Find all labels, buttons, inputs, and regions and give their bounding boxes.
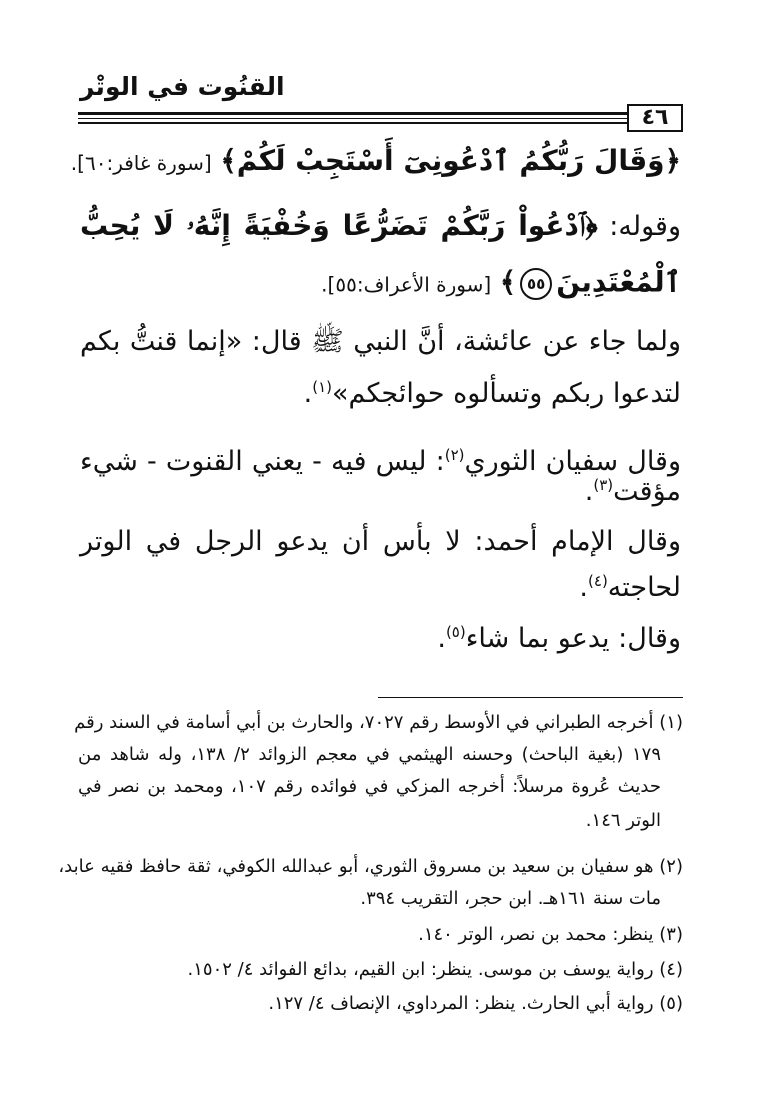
footnote-1: (١) أخرجه الطبراني في الأوسط رقم ٧٠٢٧، والحارث بن أبي أسامة في السند رقم [74, 712, 683, 733]
body-line-1 [70, 144, 681, 177]
running-title: القنُوت في الوتْر [80, 72, 285, 101]
body-text: مؤقت [613, 476, 681, 507]
body-text: لحاجته [607, 572, 681, 603]
punctuation: . [584, 476, 594, 507]
body-line-9 [80, 574, 681, 601]
footnote-1-cont: ١٧٩ (بغية الباحث) وحسنه الهيثمي في معجم الزوائد ٢/ ١٣٨، وله شاهد من [78, 744, 661, 765]
body-line-6 [80, 448, 681, 475]
page-number: ٤٦ [627, 104, 683, 132]
body-text: وقال: يدعو بما شاء [465, 623, 681, 654]
footnote-ref[interactable]: (٥) [445, 623, 466, 641]
footnote-4: (٤) رواية يوسف بن موسى. ينظر: ابن القيم، بدائع الفوائد ٤/ ١٥٠٢. [187, 959, 683, 980]
header-rule [78, 118, 683, 119]
body-line-5 [80, 380, 681, 407]
footnote-ref[interactable]: (٤) [588, 572, 608, 590]
body-text: وقال الإمام أحمد: لا بأس أن يدعو الرجل في الوتر [80, 526, 681, 557]
footnote-ref[interactable]: (٢) [444, 446, 465, 464]
quran-close-bracket: ﴾ [499, 265, 517, 299]
footnote-ref[interactable]: (٣) [593, 476, 614, 494]
quran-verse: ﴿ٱدْعُواْ رَبَّكُمْ تَضَرُّعًا وَخُفْيَةً إِنَّهُۥ لَا يُحِبُّ [80, 209, 598, 242]
body-line-8 [80, 528, 681, 555]
footnote-1-cont: الوتر ١٤٦. [585, 810, 661, 831]
footnote-5: (٥) رواية أبي الحارث. ينظر: المرداوي، الإنصاف ٤/ ١٢٧. [268, 993, 683, 1014]
body-text: : ليس فيه - يعني القنوت - شيء [80, 446, 445, 477]
surah-citation: [سورة الأعراف:٥٥]. [321, 272, 492, 297]
footnote-separator [378, 697, 683, 698]
footnote-ref[interactable]: (١) [312, 378, 333, 396]
footnote-2: (٢) هو سفيان بن سعيد بن مسروق الثوري، أبو عبدالله الكوفي، ثقة حافظ فقيه عابد، [58, 856, 683, 877]
footnote-3: (٣) ينظر: محمد بن نصر، الوتر ١٤٠. [418, 924, 683, 945]
surah-citation: [سورة غافر:٦٠]. [70, 151, 212, 175]
body-line-7 [80, 478, 681, 505]
quran-verse: ٱلْمُعْتَدِينَ [556, 265, 681, 299]
body-text: وقال سفيان الثوري [464, 446, 682, 477]
body-text: وقوله: [597, 211, 681, 242]
body-line-3 [80, 265, 681, 300]
punctuation: . [437, 623, 446, 654]
body-line-2 [80, 209, 681, 242]
body-line-10 [80, 625, 681, 652]
body-text: لتدعوا ربكم وتسألوه حوائجكم» [332, 378, 681, 409]
body-text: ولما جاء عن عائشة، أنَّ النبي ﷺ قال: «إنما قنتُّ بكم [80, 326, 681, 357]
punctuation: . [303, 378, 313, 409]
header-rule [78, 112, 683, 115]
header-rule [78, 122, 683, 124]
punctuation: . [579, 572, 589, 603]
quran-verse: ﴿وَقَالَ رَبُّكُمُ ٱدْعُونِىٓ أَسْتَجِبْ لَكُمْ﴾ [220, 144, 681, 177]
footnote-2-cont: مات سنة ١٦١هـ. ابن حجر، التقريب ٣٩٤. [360, 888, 661, 909]
footnote-1-cont: حديث عُروة مرسلاً: أخرجه المزكي في فوائده رقم ١٠٧، ومحمد بن نصر في [78, 776, 661, 797]
ayah-number-marker: ٥٥ [520, 268, 552, 300]
body-line-4 [80, 328, 681, 355]
